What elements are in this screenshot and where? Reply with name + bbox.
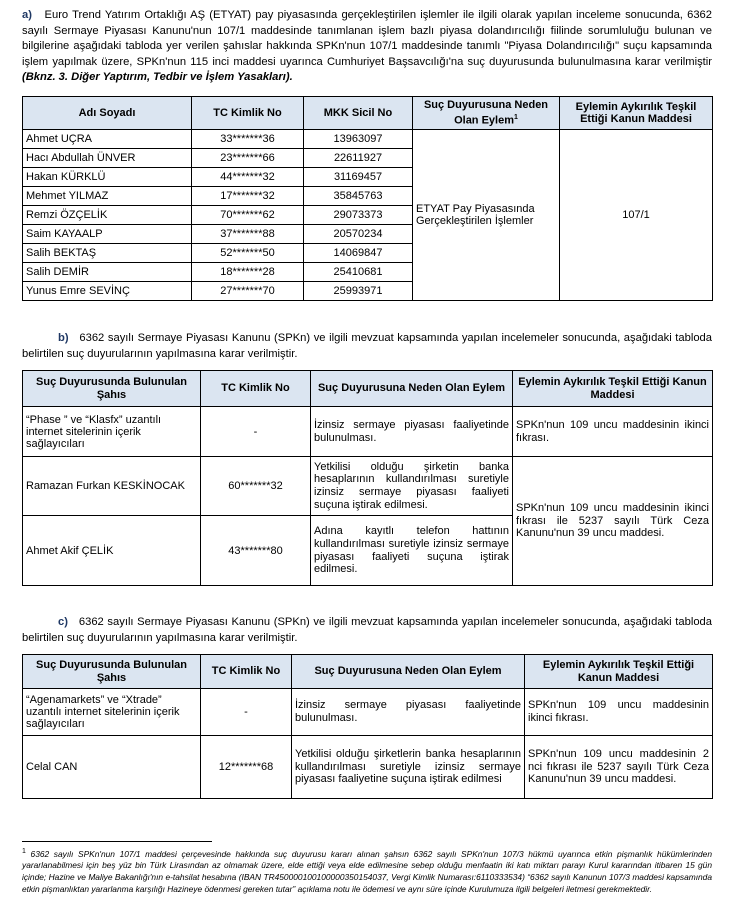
table-a xyxy=(22,96,713,301)
person-name: Yunus Emre SEVİNÇ xyxy=(23,282,192,301)
tc-number: 23*******66 xyxy=(192,149,304,168)
table-b-header: Suç Duyurusuna Neden Olan Eylem xyxy=(311,371,513,407)
table-a-header-text: Suç Duyurusuna Neden Olan Eylem xyxy=(423,99,549,127)
section-c-paragraph xyxy=(22,615,712,646)
tc-number: 27*******70 xyxy=(192,282,304,301)
tc-number: 70*******62 xyxy=(192,206,304,225)
person-cell: “Agenamarkets” ve “Xtrade” uzantılı internet sitelerinin içerik sağlayıcıları xyxy=(23,689,201,736)
section-a-paragraph xyxy=(22,8,712,86)
section-b-paragraph xyxy=(22,331,712,362)
article-cell: SPKn'nun 109 uncu maddesinin ikinci fıkrası. xyxy=(513,407,713,457)
tc-number: - xyxy=(201,689,292,736)
footnote-ref: 1 xyxy=(514,113,518,121)
mkk-number: 20570234 xyxy=(304,225,413,244)
action-cell: ETYAT Pay Piyasasında Gerçekleştirilen İşlemler xyxy=(413,130,560,301)
section-b-text: 6362 sayılı Sermaye Piyasası Kanunu (SPKn) ve ilgili mevzuat kapsamında yapılan incelemeler sonucunda, aşağıdaki tabloda belirtilen suç duyurularının yapılmasına karar verilmiştir. xyxy=(22,332,712,360)
table-a-header xyxy=(413,97,560,130)
action-cell: Yetkilisi olduğu şirketlerin banka hesaplarının kullandırılması suretiyle izinsiz sermaye piyasası faaliyetine suçuna iştirak edilmesi xyxy=(292,736,525,799)
section-c-text: 6362 sayılı Sermaye Piyasası Kanunu (SPKn) ve ilgili mevzuat kapsamında yapılan incelemeler sonucunda, aşağıdaki tabloda belirtilen suç duyurularının yapılmasına karar verilmiştir. xyxy=(22,616,712,644)
mkk-number: 14069847 xyxy=(304,244,413,263)
table-c-header-row xyxy=(23,655,713,689)
section-a-text: Euro Trend Yatırım Ortaklığı AŞ (ETYAT) pay piyasasında gerçekleştirilen işlemler ile ilgili olarak yapılan inceleme sonucunda, 6362 sayılı Sermaye Piyasası Kanunu'nun 107/1 maddesinde tanımlanan işlem bazlı piyasa dolandırıcılığı fiilinde sorumluluğu bulunan ve bilgilerine aşağıdaki tabloda yer verilen şahıslar hakkında SPKn'nun 107/1 maddesinde tanımlı "Piyasa Dolandırıcılığı" suçu kapsamında işlem yapılmak üzere, SPKn'nun 115 inci maddesi uyarınca Cumhuriyet Başsavcılığı'na suç duyurusunda bulunulmasına karar verilmiştir xyxy=(22,9,712,68)
action-cell: İzinsiz sermaye piyasası faaliyetinde bulunulması. xyxy=(311,407,513,457)
mkk-number: 35845763 xyxy=(304,187,413,206)
tc-number: 60*******32 xyxy=(201,457,311,516)
person-cell: Ahmet Akif ÇELİK xyxy=(23,516,201,586)
table-b-header: Suç Duyurusunda Bulunulan Şahıs xyxy=(23,371,201,407)
mkk-number: 29073373 xyxy=(304,206,413,225)
mkk-number: 25993971 xyxy=(304,282,413,301)
table-c-header: Suç Duyurusuna Neden Olan Eylem xyxy=(292,655,525,689)
person-name: Ahmet UÇRA xyxy=(23,130,192,149)
table-a-header: TC Kimlik No xyxy=(192,97,304,130)
person-name: Hacı Abdullah ÜNVER xyxy=(23,149,192,168)
table-b xyxy=(22,370,713,586)
table-row xyxy=(23,736,713,799)
tc-number: 12*******68 xyxy=(201,736,292,799)
article-cell: SPKn'nun 109 uncu maddesinin 2 nci fıkrası ile 5237 sayılı Türk Ceza Kanunu'nun 39 uncu maddesi. xyxy=(525,736,713,799)
person-name: Saim KAYAALP xyxy=(23,225,192,244)
footnote-text: 6362 sayılı SPKn'nun 107/1 maddesi çerçevesinde hakkında suç duyurusu kararı alınan şahsın 6362 sayılı SPKn'nun 107/3 hükmü uyarınca etkin pişmanlık hükümlerinden yararlanabilmesi için beş yüz bin Türk Lirasından az olmamak üzere, elde ettiği veya elde edilmesine sebep olduğu menfaatin iki katı miktarı parayı Kurul kararından itibaren 15 gün içinde; Hazine ve Maliye Bakanlığı'nın e-tahsilat hesabına (IBAN TR450000100100000350154037, Vergi Kimlik Numarası:6110333534) “6362 sayılı Kanunun 107/3 maddesi kapsamında etkin pişmanlıktan yararlanma karşılığı Hazineye ödenmesi gereken tutar” açıklama notu ile ödemesi ve aynı süre içinde Kurulumuza ilgili belgeleri iletmesi gerekmektedir. xyxy=(22,848,712,894)
table-c-header: Eylemin Aykırılık Teşkil Ettiği Kanun Maddesi xyxy=(525,655,713,689)
mkk-number: 31169457 xyxy=(304,168,413,187)
table-a-header: MKK Sicil No xyxy=(304,97,413,130)
table-a-header: Eylemin Aykırılık Teşkil Ettiği Kanun Maddesi xyxy=(560,97,713,130)
table-b-header: Eylemin Aykırılık Teşkil Ettiği Kanun Maddesi xyxy=(513,371,713,407)
table-row xyxy=(23,689,713,736)
tc-number: 37*******88 xyxy=(192,225,304,244)
table-b-header-row xyxy=(23,371,713,407)
person-name: Remzi ÖZÇELİK xyxy=(23,206,192,225)
table-c-header: Suç Duyurusunda Bulunulan Şahıs xyxy=(23,655,201,689)
table-a-header-row xyxy=(23,97,713,130)
table-row xyxy=(23,407,713,457)
article-cell: SPKn'nun 109 uncu maddesinin ikinci fıkrası ile 5237 sayılı Türk Ceza Kanunu'nun 39 uncu maddesi. xyxy=(513,457,713,586)
table-a-header: Adı Soyadı xyxy=(23,97,192,130)
mkk-number: 25410681 xyxy=(304,263,413,282)
tc-number: 17*******32 xyxy=(192,187,304,206)
section-a-label: a) xyxy=(22,9,32,21)
table-row xyxy=(23,130,713,149)
table-b-header: TC Kimlik No xyxy=(201,371,311,407)
tc-number: 18*******28 xyxy=(192,263,304,282)
action-cell: İzinsiz sermaye piyasası faaliyetinde bulunulması. xyxy=(292,689,525,736)
person-cell: “Phase ” ve “Klasfx” uzantılı internet sitelerinin içerik sağlayıcıları xyxy=(23,407,201,457)
tc-number: 43*******80 xyxy=(201,516,311,586)
mkk-number: 13963097 xyxy=(304,130,413,149)
section-a-reference: (Bknz. 3. Diğer Yaptırım, Tedbir ve İşlem Yasakları). xyxy=(22,71,293,84)
tc-number: 52*******50 xyxy=(192,244,304,263)
section-b-label: b) xyxy=(58,332,69,344)
person-name: Salih BEKTAŞ xyxy=(23,244,192,263)
mkk-number: 22611927 xyxy=(304,149,413,168)
table-row xyxy=(23,457,713,516)
section-c-label: c) xyxy=(58,616,68,628)
action-cell: Yetkilisi olduğu şirketin banka hesaplarının kullandırılması suretiyle izinsiz sermaye piyasası faaliyeti suçuna iştirak edilmesi. xyxy=(311,457,513,516)
person-name: Mehmet YILMAZ xyxy=(23,187,192,206)
footnote-marker: 1 xyxy=(22,848,26,855)
article-cell: SPKn'nun 109 uncu maddesinin ikinci fıkrası. xyxy=(525,689,713,736)
tc-number: 44*******32 xyxy=(192,168,304,187)
action-cell: Adına kayıtlı telefon hattının kullandırılması suretiyle izinsiz sermaye piyasası faaliyeti suçuna iştirak edilmesi. xyxy=(311,516,513,586)
tc-number: - xyxy=(201,407,311,457)
table-c-header: TC Kimlik No xyxy=(201,655,292,689)
article-cell: 107/1 xyxy=(560,130,713,301)
footnote-divider xyxy=(22,841,212,842)
table-c xyxy=(22,654,713,799)
person-cell: Ramazan Furkan KESKİNOCAK xyxy=(23,457,201,516)
footnote xyxy=(22,846,712,895)
tc-number: 33*******36 xyxy=(192,130,304,149)
person-name: Salih DEMİR xyxy=(23,263,192,282)
person-name: Hakan KÜRKLÜ xyxy=(23,168,192,187)
person-cell: Celal CAN xyxy=(23,736,201,799)
